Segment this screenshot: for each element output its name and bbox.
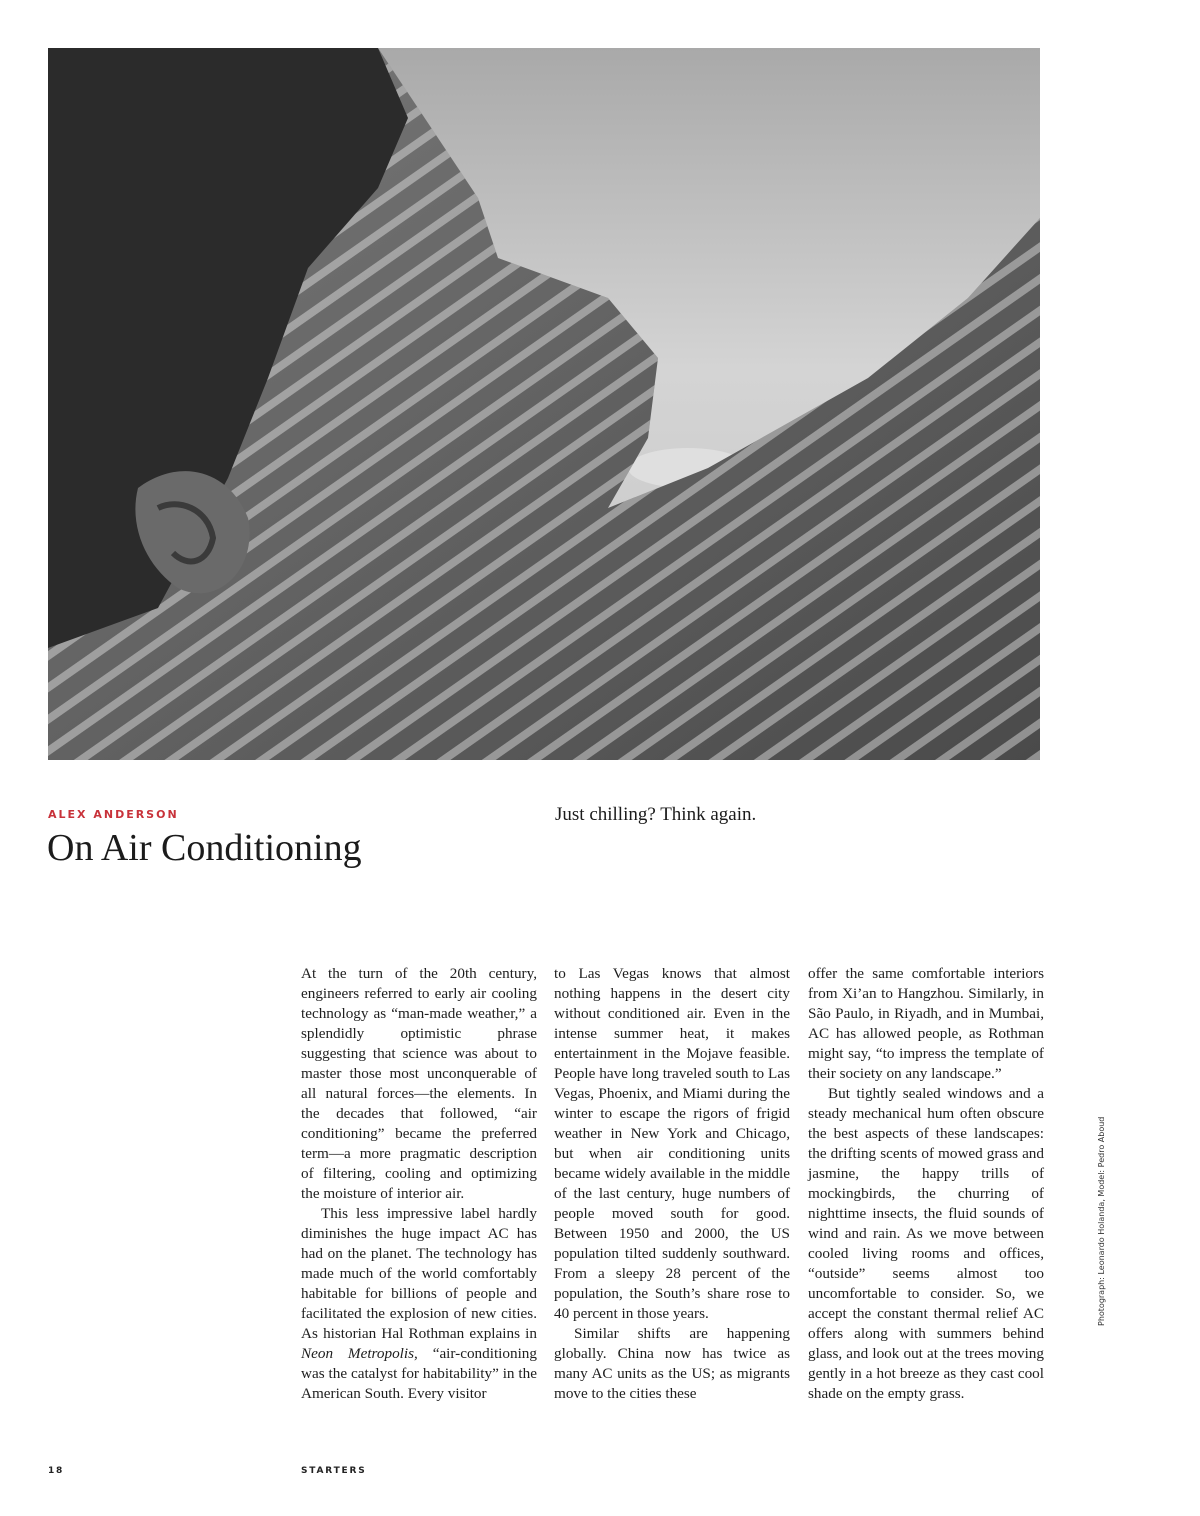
body-column-1	[301, 964, 537, 1424]
body-column-3	[808, 964, 1044, 1424]
byline: ALEX ANDERSON	[48, 808, 179, 821]
body-paragraph-2	[301, 1204, 537, 1404]
article-dek: Just chilling? Think again.	[555, 804, 757, 825]
hero-photo-illustration	[48, 48, 1040, 760]
body-paragraph-3: Similar shifts are happening globally. China now has twice as many AC units as the US; as migrants move to the cities these	[554, 1325, 790, 1402]
body-paragraph-4: But tightly sealed windows and a steady mechanical hum often obscure the best aspects of these landscapes: the drifting scents of mowed grass and jasmine, the happy trills of mockingbirds, the churring of nighttime insects, the fluid sounds of wind and rain. As we move between cooled living rooms and offices, “outside” seems almost too uncomfortable to consider. So, we accept the constant thermal relief AC offers along with summers behind glass, and look out at the trees moving gently in a hot breeze as they cast cool shade on the empty grass.	[808, 1085, 1044, 1402]
photo-credit: Photograph: Leonardo Holanda, Model: Pedro Aboud	[1097, 1116, 1106, 1326]
page-number: 18	[48, 1466, 65, 1476]
body-paragraph-2-continued: to Las Vegas knows that almost nothing happens in the desert city without conditioned air. Even in the intense summer heat, it makes entertainment in the Mojave feasible. People have long traveled south to Las Vegas, Phoenix, and Miami during the winter to escape the rigors of frigid weather in New York and Chicago, but when air conditioning units became widely available in the middle of the last century, huge numbers of people moved south for good. Between 1950 and 2000, the US population tilted suddenly southward. From a sleepy 28 percent of the population, the South’s share rose to 40 percent in those years.	[554, 965, 790, 1322]
body-paragraph-2-end: , “air-conditioning was the catalyst for habitability” in the American South. Every visitor	[301, 1345, 537, 1402]
body-paragraph-3-continued: offer the same comfortable interiors from Xi’an to Hangzhou. Similarly, in São Paulo, in Riyadh, and in Mumbai, AC has allowed people, as Rothman might say, “to impress the template of their society on any landscape.”	[808, 965, 1044, 1082]
body-paragraph-2-start: This less impressive label hardly diminishes the huge impact AC has had on the planet. The technology has made much of the world comfortably habitable for billions of people and facilitated the explosion of new cities. As historian Hal Rothman explains in	[301, 1205, 537, 1342]
body-paragraph-1: At the turn of the 20th century, engineers referred to early air cooling technology as “man-made weather,” a splendidly optimistic phrase suggesting that science was about to master those most unconquerable of all natural forces—the elements. In the decades that followed, “air conditioning” became the preferred term—a more pragmatic description of filtering, cooling and optimizing the moisture of interior air.	[301, 965, 537, 1202]
article-title: On Air Conditioning	[47, 827, 362, 869]
section-label: STARTERS	[301, 1466, 367, 1476]
body-column-2	[554, 964, 790, 1424]
hero-photo	[48, 48, 1040, 760]
book-title: Neon Metropolis	[301, 1345, 415, 1362]
